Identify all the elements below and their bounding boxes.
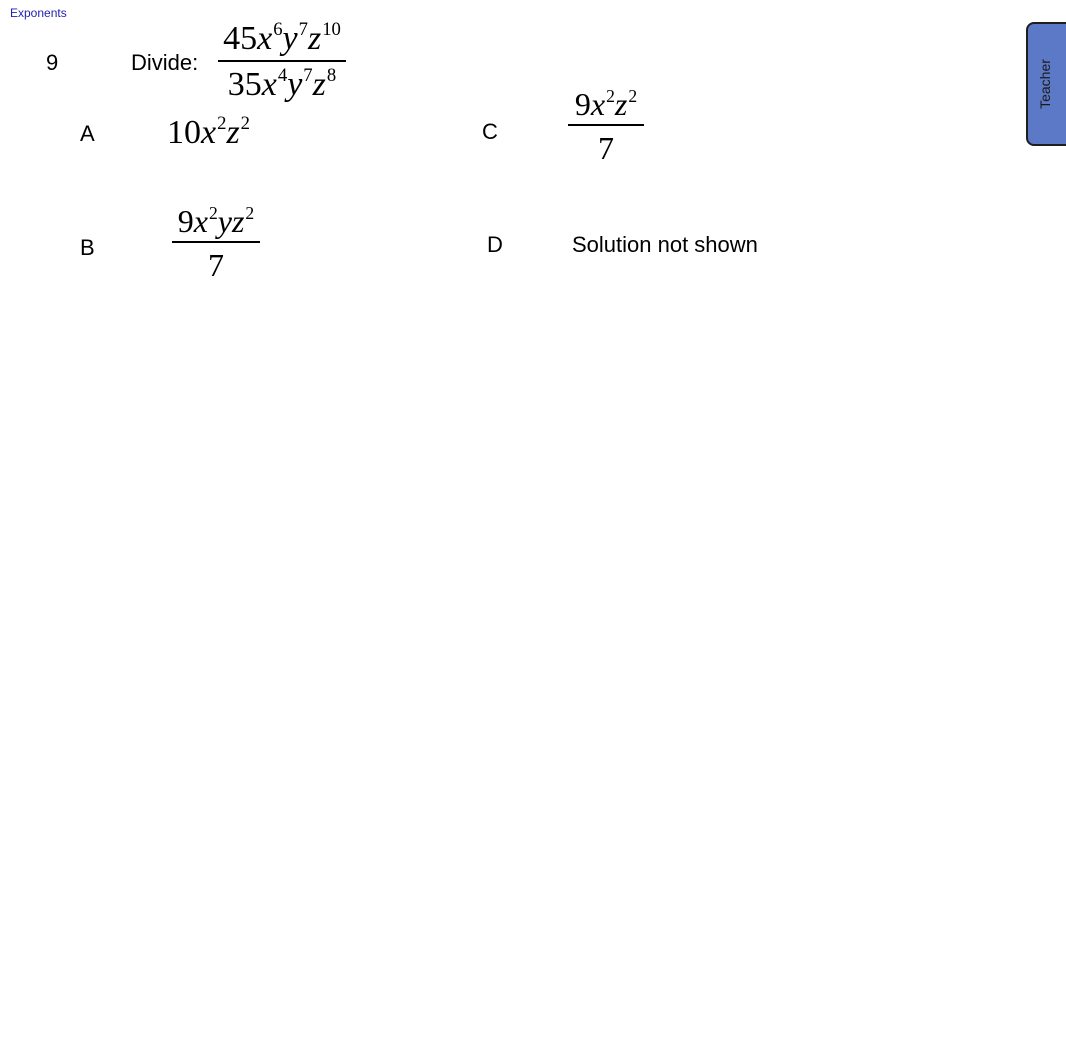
option-a-z-exponent: 2 bbox=[240, 112, 251, 134]
question-numerator: $45x^6y^7z^{10}$ bbox=[223, 18, 341, 57]
option-d-text[interactable]: Solution not shown bbox=[572, 232, 758, 257]
denominator-coefficient: 35 bbox=[227, 66, 262, 103]
option-b-letter[interactable]: B bbox=[80, 235, 95, 260]
option-d-letter[interactable]: D bbox=[487, 232, 503, 257]
option-a-expression[interactable]: $10x^2z^2$ bbox=[167, 112, 251, 151]
numerator-coefficient: 45 bbox=[223, 20, 258, 57]
option-b-numerator: $9x^2yz^2$ bbox=[177, 202, 255, 239]
denominator-x-exponent: 4 bbox=[277, 64, 288, 86]
option-c-coefficient: 9 bbox=[574, 86, 591, 122]
denominator-y-exponent: 7 bbox=[303, 64, 313, 86]
option-c-letter[interactable]: C bbox=[482, 119, 498, 144]
question-fraction bbox=[218, 18, 346, 103]
numerator-y-exponent: 7 bbox=[298, 18, 308, 40]
option-a-x-exponent: 2 bbox=[217, 112, 227, 134]
option-c-denominator: 7 bbox=[598, 130, 614, 166]
numerator-x-exponent: 6 bbox=[273, 18, 283, 40]
option-b-fraction bbox=[172, 202, 260, 283]
option-a-coefficient: 10 bbox=[167, 114, 201, 151]
option-c-x-exponent: 2 bbox=[606, 85, 615, 106]
teacher-tab[interactable] bbox=[1026, 22, 1066, 146]
option-a-letter[interactable]: A bbox=[80, 121, 95, 146]
denominator-z-exponent: 8 bbox=[326, 64, 337, 86]
question-expression bbox=[218, 18, 346, 104]
numerator-z-exponent: 10 bbox=[322, 18, 341, 40]
option-c-fraction bbox=[568, 85, 644, 166]
question-prompt: Divide: bbox=[131, 50, 199, 75]
section-label[interactable]: Exponents bbox=[10, 6, 67, 20]
option-c-expression[interactable] bbox=[568, 85, 644, 167]
option-b-fraction-bar bbox=[172, 241, 260, 243]
option-b-denominator: 7 bbox=[208, 247, 224, 283]
question-denominator: $35x^4y^7z^8$ bbox=[227, 64, 337, 103]
question-fraction-bar bbox=[218, 60, 346, 62]
option-c-numerator: $9x^2z^2$ bbox=[574, 85, 638, 122]
teacher-tab-label: Teacher bbox=[1037, 59, 1053, 109]
option-c-fraction-bar bbox=[568, 124, 644, 126]
option-b-x-exponent: 2 bbox=[208, 202, 218, 223]
option-b-expression[interactable] bbox=[172, 202, 260, 284]
option-b-coefficient: 9 bbox=[177, 203, 194, 239]
question-number: 9 bbox=[46, 50, 59, 75]
option-c-z-exponent: 2 bbox=[628, 85, 638, 106]
option-b-z-exponent: 2 bbox=[245, 202, 255, 223]
